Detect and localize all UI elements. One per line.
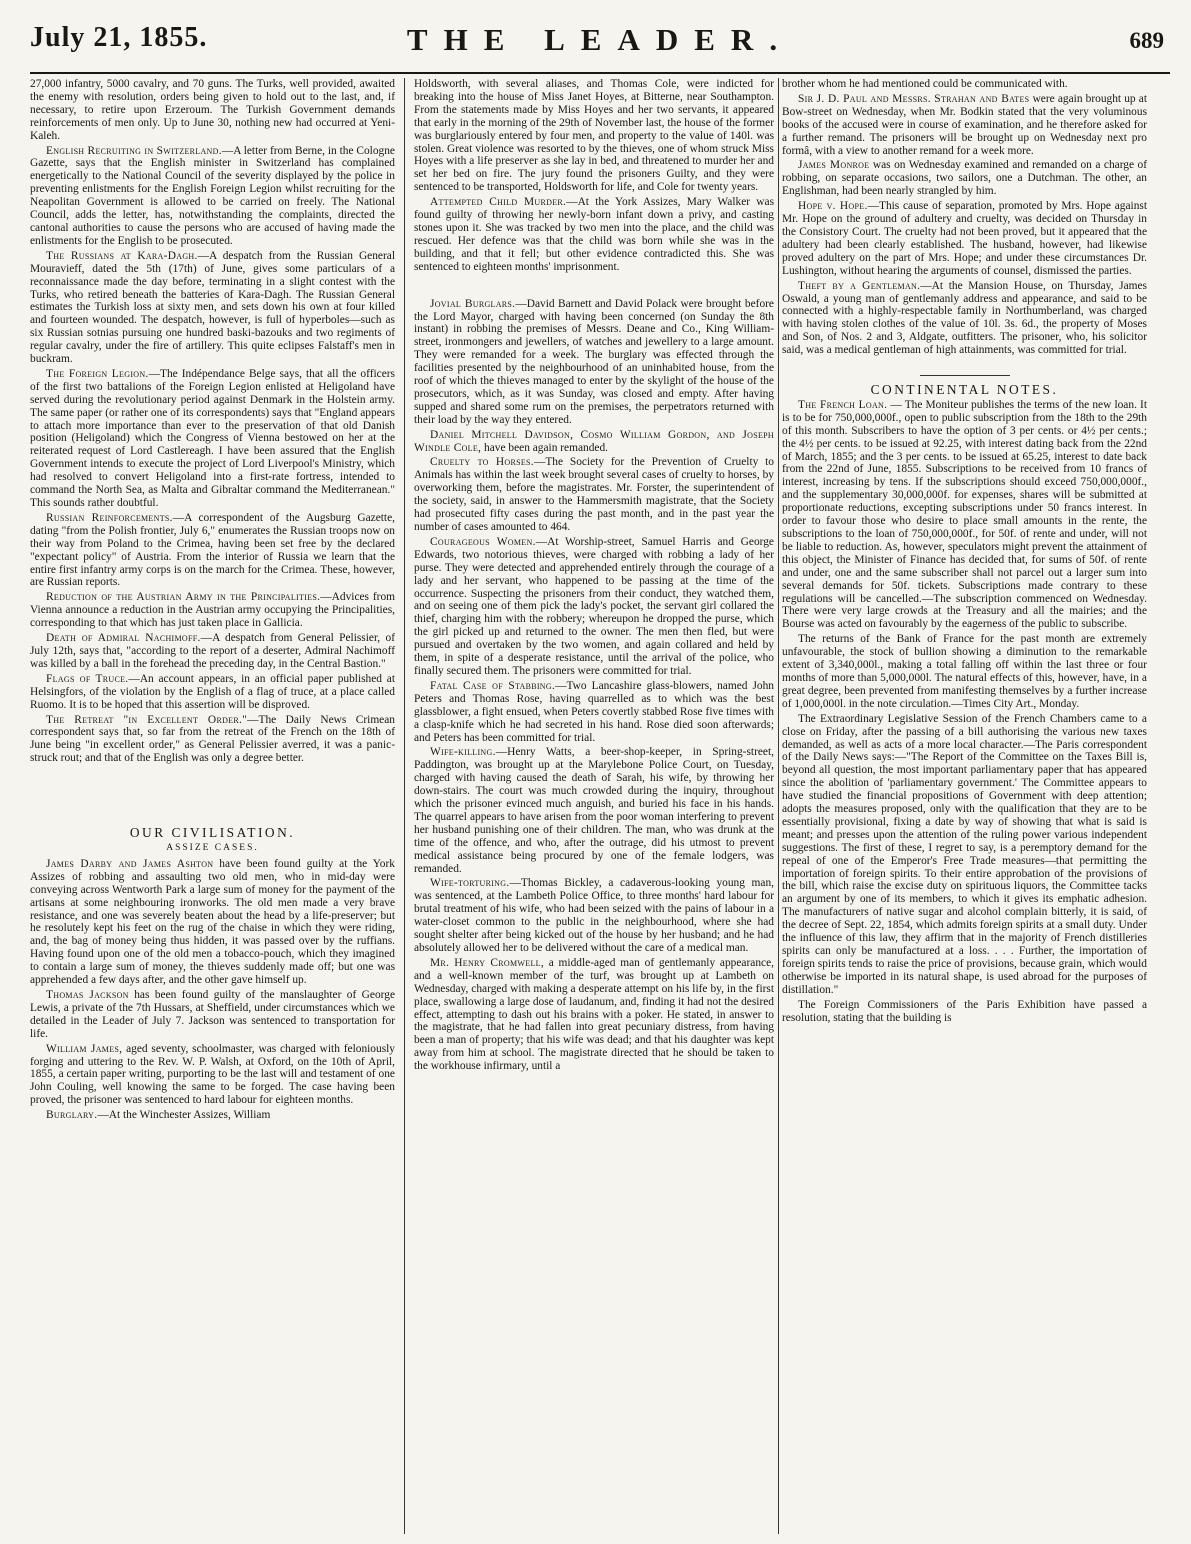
article-heading: Flags of Truce. xyxy=(46,672,129,685)
article-body: —This cause of separation, promoted by Mrs. Hope against Mr. Hope on the ground of adultery and cruelty, was decided on Thursday in the Consistory Court. The cruelty had not been proved, but it appeared that the adultery had been clearly established. The husband, however, had likewise proved adultery on the part of Mrs. Hope; and under these circumstances Dr. Lushington, without hearing the arguments of counsel, dismissed the parties. xyxy=(782,200,1147,277)
article-paragraph xyxy=(414,536,774,678)
section-gap xyxy=(414,276,774,298)
article-paragraph xyxy=(30,250,395,366)
article-body: —Advices from Vienna announce a reduction in the Austrian army occupying the Principalities, corresponding to that which has just taken place in Gallicia. xyxy=(30,591,395,630)
article-heading: Theft by a Gentleman. xyxy=(798,279,921,292)
section-subtitle: ASSIZE CASES. xyxy=(166,843,259,854)
article-paragraph xyxy=(414,456,774,533)
article-body: —At the Winchester Assizes, William xyxy=(97,1109,271,1122)
article-heading: Jovial Burglars. xyxy=(430,297,516,310)
section-title: OUR CIVILISATION. xyxy=(129,825,296,841)
article-heading: James Monroe xyxy=(798,159,870,172)
article-body: —Two Lancashire glass-blowers, named John Peters and Thomas Rose, having quarrelled as to which was the best glassblower, a fight ensued, when Peters covertly stabbed Rose five times with a clasp-knife which he had secreted in his hand. Rose died soon afterwards; and Peters has been committed for trial. xyxy=(414,679,774,744)
article-paragraph xyxy=(414,746,774,875)
article-paragraph xyxy=(30,714,395,766)
section-divider xyxy=(920,375,1010,376)
article-heading: Wife-torturing. xyxy=(430,877,510,890)
article-body: —A despatch from General Pelissier, of July 12th, says that, "according to the report of a deserter, Admiral Nachimoff was killed by a ball in the forehead the preceding day, in the Central Bastion." xyxy=(30,632,395,670)
article-body: were again brought up at Bow-street on Wednesday, when Mr. Bodkin stated that the very voluminous books of the accused were in course of examination, and he therefore asked for a further remand. The prisoners will be brought up on Wednesday next pro formâ, with a view to another remand for a week more. xyxy=(782,92,1147,157)
article-paragraph xyxy=(30,591,395,630)
article-heading: James Darby and James Ashton xyxy=(46,857,214,870)
column-divider xyxy=(404,78,405,1534)
article-paragraph xyxy=(30,989,395,1041)
article-heading: Courageous Women. xyxy=(430,535,536,548)
article-heading: William James, xyxy=(46,1042,123,1055)
column-divider xyxy=(778,78,779,1534)
article-heading: Reduction of the Austrian Army in the Principalities. xyxy=(46,591,321,604)
article-heading: The French Loan. xyxy=(798,398,888,411)
article-body: a middle-aged man of gentlemanly appearance, and a well-known member of the turf, was brought up at Lambeth on Wednesday, charged with making a desperate attempt on his life by, in the first place, swallowing a large dose of laudanum, and, finding it had not the desired effect, attempting to dash out his brains with a poker. He stated, in answer to the magistrate, that he had fallen into great pecuniary distress, from having been a man of property; that his wife was dead; and that his daughter was kept away from him at school. The magistrate directed that he should be taken to the workhouse infirmary, until a xyxy=(414,956,774,1073)
column-2 xyxy=(414,78,774,1534)
article-heading: Thomas Jackson xyxy=(46,989,129,1001)
article-paragraph xyxy=(414,298,774,427)
article-paragraph xyxy=(782,200,1147,277)
article-paragraph xyxy=(30,145,395,248)
article-body: was on Wednesday examined and remanded on a charge of robbing, on separate occasions, two sailors, one a Dutchman. The other, an Englishman, had been nearly strangled by him. xyxy=(782,159,1147,198)
article-body: —An account appears, in an official paper published at Helsingfors, of the violation by the English of a flag of truce, at a place called Ruomo. It is to be hoped that this assertion will be disproved. xyxy=(30,672,395,711)
article-body: — The Moniteur publishes the terms of the new loan. It is to be for 750,000,000f., open to public subscription from the 18th to the 29th of this month. Subscribers to have the option of 3 per cents. or 4½ per cents.; the 4½ per cents. to be issued at 92.25, with interest dating back from the 22nd of March, 1855; and the 3 per cents. to be issued at 65.25, interest to date back from the 22nd of June, 1855. Subscriptions to be received from 10 francs of interest, increasing by tens. If the subscriptions should exceed 750,000,000f., and the supplementary 30,000,000f. for expenses, shares will be submitted at proportionate reductions, excepting subscriptions under 50 francs interest. In order to favour those who desire to place small amounts in the rente, the subscriptions to the loan of 750,000,000f., for 50f. of rente and under, will not be liable to reduction. As, however, speculators might prevent the attainment of this object, the Minister of Finance has decided that, for sums of 50f. of rente and under, one and the same subscriber shall not parcel out a larger sum into several demands for 50f. tickets. Subscriptions made contrary to these regulations will be cancelled.—The subscription commenced on Wednesday. There were very large crowds at the Treasury and all the mairies; and the Bourse was acted on favourably by the eagerness of the public to subscribe. xyxy=(782,398,1147,631)
article-heading: Mr. Henry Cromwell, xyxy=(430,956,544,969)
article-body: —The Indépendance Belge says, that all the officers of the first two battalions of the Foreign Legion enlisted at Heligoland have served during the revolutionary period against Denmark in the Holstein army. The same paper (or rather one of its correspondents) says that "England appears to attach more importance than ever to the preservation of that old Danish position (Heligoland) which the Congress of Vienna bestowed on her at the reiterated request of Lord Castlereagh. I have been assured that the English Government intends to execute the project of Lord Liverpool's Ministry, which had resolved to convert Heligoland into a first-rate fortress, intended to command the North Sea, as Malta and Gibraltar command the Mediterranean." This sounds rather doubtful. xyxy=(30,367,395,509)
article-body: —At the York Assizes, Mary Walker was found guilty of throwing her newly-born infant down a privy, and casting stones upon it. She was tracked by two men into the place, and the child was rescued. Her defence was that the child was born while she was in the building, and that it fell; but other evidence contradicted this. She was sentenced to eighteen months' imprisonment. xyxy=(414,196,774,273)
column-3 xyxy=(782,78,1147,1534)
article-body: —The Society for the Prevention of Cruelty to Animals has within the last week brought several cases of cruelty to horses, by overworking them, before the magistrates. Mr. Forster, the superintendent of the society, said, in answer to the Hammersmith magistrate, that the Society had prosecuted fifty cases during the past month, and in the past year the number of cases amounted to 464. xyxy=(414,456,774,533)
column-1 xyxy=(30,78,395,1534)
article-body: —A correspondent of the Augsburg Gazette, dating "from the Polish frontier, July 6," enumerates the Russian troops now on their way from Poland to the Crimea, having been set free by the declared "expectant policy" of Austria. From the interior of Russia we learn that the entire first infantry army corps is on the march for the Crimea. These, however, are Russian reports. xyxy=(30,511,395,589)
article-body: aged seventy, schoolmaster, was charged with feloniously forging and uttering to the Rev. W. P. Walsh, at Oxford, on the 10th of April, 1855, a certain paper writing, purporting to be the last will and testament of one John Couling, well knowing the same to be forged. The case having been proved, the prisoner was sentenced to hard labour for eighteen months. xyxy=(30,1042,395,1107)
section-gap xyxy=(30,767,395,807)
article-paragraph: brother whom he had mentioned could be communicated with. xyxy=(782,78,1068,90)
article-heading: Daniel Mitchell Davidson, Cosmo William Gordon, and Joseph Windle Cole, xyxy=(414,428,774,454)
article-paragraph xyxy=(30,368,395,510)
article-heading: Hope v. Hope. xyxy=(798,200,868,213)
article-paragraph xyxy=(414,429,774,455)
article-paragraph xyxy=(414,957,774,1073)
article-paragraph xyxy=(782,93,1147,158)
article-heading: The Retreat "in Excellent Order." xyxy=(46,713,248,726)
article-heading: Russian Reinforcements. xyxy=(46,511,173,524)
article-paragraph xyxy=(782,399,1147,631)
article-paragraph xyxy=(782,280,1147,357)
article-paragraph xyxy=(30,1043,395,1108)
newspaper-title: THE LEADER. xyxy=(406,22,794,57)
article-heading: Sir J. D. Paul and Messrs. Strahan and Bates xyxy=(798,92,1030,105)
article-body: —The Daily News Crimean correspondent says that, so far from the retreat of the French on the 18th of June being "in excellent order," as General Pelissier averred, it was a panic-struck rout; and that of the English was only a degree better. xyxy=(30,713,395,765)
article-paragraph xyxy=(30,1109,395,1122)
article-heading: The Foreign Legion. xyxy=(46,367,149,380)
article-paragraph: The returns of the Bank of France for the past month are extremely unfavourable, the stock of bullion showing a diminution to the remarkable extent of 3,340,000l., making a total falling off within the last three or four months of more than 5,000,000l. The natural effects of this, however, have, in a great degree, been prevented from manifesting themselves by a further increase of 1,000,000l. in the note circulation.—Times City Art., Monday. xyxy=(782,633,1147,710)
issue-date: July 21, 1855. xyxy=(30,22,208,53)
article-paragraph xyxy=(782,159,1147,198)
article-body: have been found guilty at the York Assizes of robbing and assaulting two old men, who in mid-day were conveying across Wentworth Park a large sum of money for the payment of the artisans at some neighbouring ironworks. The old men made a very brave resistance, and one was severely beaten about the head by a life-preserver; but he resolutely kept his feet on the rug of the chaise in which they were riding, and, the bag of money being thus hidden, it was passed over by the ruffians. Having found upon one of the old men a tobacco-pouch, which they imagined to contain a large sum of money, the thieves suddenly made off; but one was apprehended a few days after, and the other gave himself up. xyxy=(30,857,395,987)
article-body: have been again remanded. xyxy=(481,441,609,454)
article-body: has been found guilty of the manslaughter of George Lewis, a private of the 7th Hussars, at Sheffield, under circumstances which we detailed in the Leader of July 7. Jackson was sentenced to transportation for life. xyxy=(30,989,395,1040)
article-body: —A letter from Berne, in the Cologne Gazette, says that the English minister in Switzerland has complained energetically to the National Council of the severity displayed by the police in preventing enlistments for the English Foreign Legion whilst recruiting for the Neapolitan Government is allowed to be carried on freely. The National Council, adds the letter, has, notwithstanding the complaints, directed the cantonal authorities to cause the persons who are accused of having made the enlistments for the English to be prosecuted. xyxy=(30,144,395,247)
article-heading: Cruelty to Horses. xyxy=(430,456,534,469)
article-paragraph: 27,000 infantry, 5000 cavalry, and 70 guns. The Turks, well provided, awaited the enemy with resolution, orders being given to hold out to the last, and, if necessary, to retire upon Erzeroum. The Turkish Government demands reinforcements of men only. Up to June 30, nothing new had occurred at Yeni-Kaleh. xyxy=(30,78,395,142)
article-body: —David Barnett and David Polack were brought before the Lord Mayor, charged with having been concerned (on Sunday the 8th instant) in robbing the premises of Messrs. Deane and Co., King William-street, ironmongers and jewellers, of watches and jewellery to a large amount. They were remanded for a week. The burglary was effected through the facilities presented by the neighbourhood of an uninhabited house, from the roof of which the thieves managed to enter by the skylight of the house of the prosecutors, which, as it was Sunday, was closed and empty. After having supped and shared some rum on the premises, the perpetrators returned with their load by the way they entered. xyxy=(414,297,774,426)
article-body: —A despatch from the Russian General Mouravieff, dated the 5th (17th) of June, gives some particulars of a reconnaissance made the day before, terminating in a slight contest with the Turks, who retired beneath the batteries of Kara-Dagh. The Russian General estimates the Turkish loss at sixty men, and sets down his own at four killed and fourteen wounded. The despatch, however, is full of hyperboles—such as six Russian sotnias pursuing one hundred baski-bazouks and two regiments of regular cavalry, under the fire of artillery. This quite eclipses Falstaff's men in buckram. xyxy=(30,249,395,366)
article-paragraph: Holdsworth, with several aliases, and Thomas Cole, were indicted for breaking into the house of Miss Janet Hoyes, at Bitterne, near Southampton. From the statements made by Miss Hoyes and her two servants, it appeared that early in the morning of the 29th of November last, the house of the former was burglariously entered by four men, and property to the value of 140l. was stolen. Great violence was resorted to by the thieves, one of whom struck Miss Hoyes with a life preserver as she lay in bed, and threatened to murder her and set her bed on fire. The jury found the prisoners Guilty, and they were sentenced to be transported, Holdsworth for life, and Cole for twenty years. xyxy=(414,78,774,194)
article-heading: Fatal Case of Stabbing. xyxy=(430,679,556,692)
article-body: —Thomas Bickley, a cadaverous-looking young man, was sentenced, at the Lambeth Police Office, to three months' hard labour for brutal treatment of his wife, who had been seized with the pains of labour in a water-closet common to the public in the neighbourhood, where she had sought shelter after being kicked out of the house by her husband; and he had absolutely allowed her to be delivered without the care of a medical man. xyxy=(414,877,774,954)
article-heading: Wife-killing. xyxy=(430,746,496,759)
article-paragraph xyxy=(414,680,774,745)
section-title: CONTINENTAL NOTES. xyxy=(870,382,1059,398)
article-paragraph: The Foreign Commissioners of the Paris Exhibition have passed a resolution, stating that the building is xyxy=(782,998,1147,1024)
article-heading: Attempted Child Murder. xyxy=(430,196,567,209)
article-paragraph xyxy=(30,673,395,712)
page-number: 689 xyxy=(1129,28,1164,53)
article-heading: English Recruiting in Switzerland. xyxy=(46,144,222,157)
article-paragraph: The Extraordinary Legislative Session of the French Chambers came to a close on Friday, after the passing of a bill authorising the various new taxes demanded, as well as acts of a more local character.—The Paris correspondent of the Daily News says:—"The Report of the Committee on the Taxes Bill is, beyond all question, the most important parliamentary paper that has appeared since the abolition of 'parliamentary government.' The Committee appears to have studied the financial propositions of Government with deep attention; adopts the measures proposed, only with the qualification that they are to be essentially provisional, fixing a date by way of showing that what is said is meant; and presses upon the attention of the ruling power various independent suggestions. The first of these, I regret to say, is a peremptory demand for the repeal of one of the Emperor's Free Trade measures—that permitting the importation of foreign spirits. To their entire approbation of the provisions of the bill, which raise the excise duty on spirituous liquors, the Committee tacks an argument by one of its members, to which it gives its emphatic adhesion. The manufacturers of native sugar and alcohol complain bitterly, it is said, of the decree of Sept. 22, 1854, which admits foreign spirits at a small duty. Under the influence of this law, they affirm that in the majority of French distilleries spirits can only be manufactured at a loss. . . . Further, the importation of foreign spirits tends to raise the price of provisions, because grain, which would otherwise be imported in its natural shape, is used abroad for the purposes of distillation." xyxy=(782,712,1147,996)
article-heading: Burglary. xyxy=(46,1109,98,1122)
article-body: —Henry Watts, a beer-shop-keeper, in Spring-street, Paddington, was brought up at the Marylebone Police Court, on Tuesday, charged with having caused the death of Sarah, his wife, by throwing her down-stairs. The court was much crowded during the inquiry, throughout which the prisoner evinced much anguish, and buried his face in his hands. The quarrel appears to have arisen from the poor woman interfering to prevent her husband punishing one of their children. The man, who was drunk at the time of the offence, and who, after the outrage, did his utmost to prevent medical assistance being procured by one of the female lodgers, was remanded. xyxy=(414,746,774,875)
article-heading: The Russians at Kara-Dagh. xyxy=(46,249,198,262)
article-paragraph xyxy=(30,632,395,671)
article-body: —At the Mansion House, on Thursday, James Oswald, a young man of gentlemanly address and appearance, and said to be connected with a highly-respectable family in Northumberland, was charged with having stolen clothes of the value of 10l. 3s. 6d., the property of Moses and Son, of Nos. 2 and 3, Aldgate, outfitters. The prisoner, who, his solicitor said, was a medical gentleman of high attainments, was committed for trial. xyxy=(782,279,1147,357)
article-paragraph xyxy=(414,877,774,954)
masthead xyxy=(30,10,1170,74)
article-paragraph xyxy=(30,858,395,987)
article-body: —At Worship-street, Samuel Harris and George Edwards, two notorious thieves, were charged with robbing a lady of her purse. They were detected and apprehended entirely through the courage of a lady and her servant, who happened to be passing at the time of the occurrence. Suspecting the prisoners from their conduct, they watched them, and on seeing one of them pick the lady's pocket, the servant girl collared the thief, charging him with the robbery; whereupon he dropped the purse, which the girl picked up and returned to the owner. The men then fled, but were pursued and overtaken by the two women, and again collared and held by them, in spite of a desperate resistance, until the arrival of the police, who finally secured them. The prisoners were committed for trial. xyxy=(414,535,774,677)
article-paragraph xyxy=(30,512,395,589)
article-paragraph xyxy=(414,196,774,273)
article-heading: Death of Admiral Nachimoff. xyxy=(46,632,201,645)
